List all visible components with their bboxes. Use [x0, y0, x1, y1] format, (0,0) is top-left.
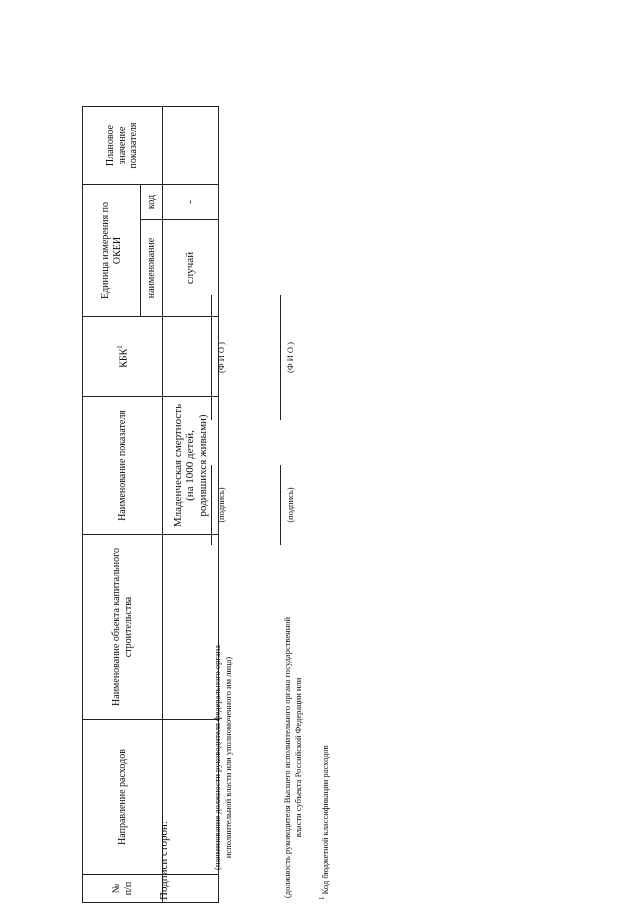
header-kbk-footnote-mark: 1: [115, 345, 124, 349]
header-kbk: [83, 317, 163, 397]
federal-name-line: [211, 295, 212, 420]
regional-name-label: (Ф И О ): [285, 341, 295, 374]
cell-direction: [163, 720, 219, 875]
regional-signature-line: [280, 465, 281, 545]
header-object: Наименование объекта капитального строительства: [83, 535, 163, 720]
header-unit-code: код: [141, 185, 163, 220]
federal-position-label: (наименование должности руководителя федерального органа исполнительной власти или уполномоченного им лица): [212, 645, 234, 871]
header-plan: Плановое значение показателя: [83, 107, 163, 185]
federal-name-label: (Ф И О ): [216, 341, 226, 374]
header-unit-name: наименование: [141, 220, 163, 317]
header-direction: Направление расходов: [83, 720, 163, 875]
cell-num: [163, 875, 219, 903]
federal-signature-line: [211, 465, 212, 545]
cell-indicator: Младенческая смертность (на 1000 детей, родившихся живыми): [163, 397, 219, 535]
cell-unit-code: -: [163, 185, 219, 220]
regional-name-line: [280, 295, 281, 420]
regional-position-label: (должность руководителя Высшего исполнительного органа государственной власти субъекта Российской Федерации или: [282, 616, 304, 899]
cell-unit-name: случай: [163, 220, 219, 317]
header-unit: Единица измерения по ОКЕИ: [83, 185, 141, 317]
header-kbk-label: КБК: [117, 348, 129, 368]
cell-plan: [163, 107, 219, 185]
footnote: [318, 745, 331, 900]
regional-signature-label: (подпись): [285, 487, 295, 523]
indicator-table: [82, 106, 219, 903]
cell-object: [163, 535, 219, 720]
header-num: № п/п: [83, 875, 163, 903]
footnote-mark: 1: [318, 896, 326, 900]
footnote-text: Код бюджетной классификации расходов: [319, 745, 330, 895]
signatures-title: Подписи сторон:: [158, 820, 170, 900]
header-indicator: Наименование показателя: [83, 397, 163, 535]
federal-signature-label: (подпись): [216, 487, 226, 523]
